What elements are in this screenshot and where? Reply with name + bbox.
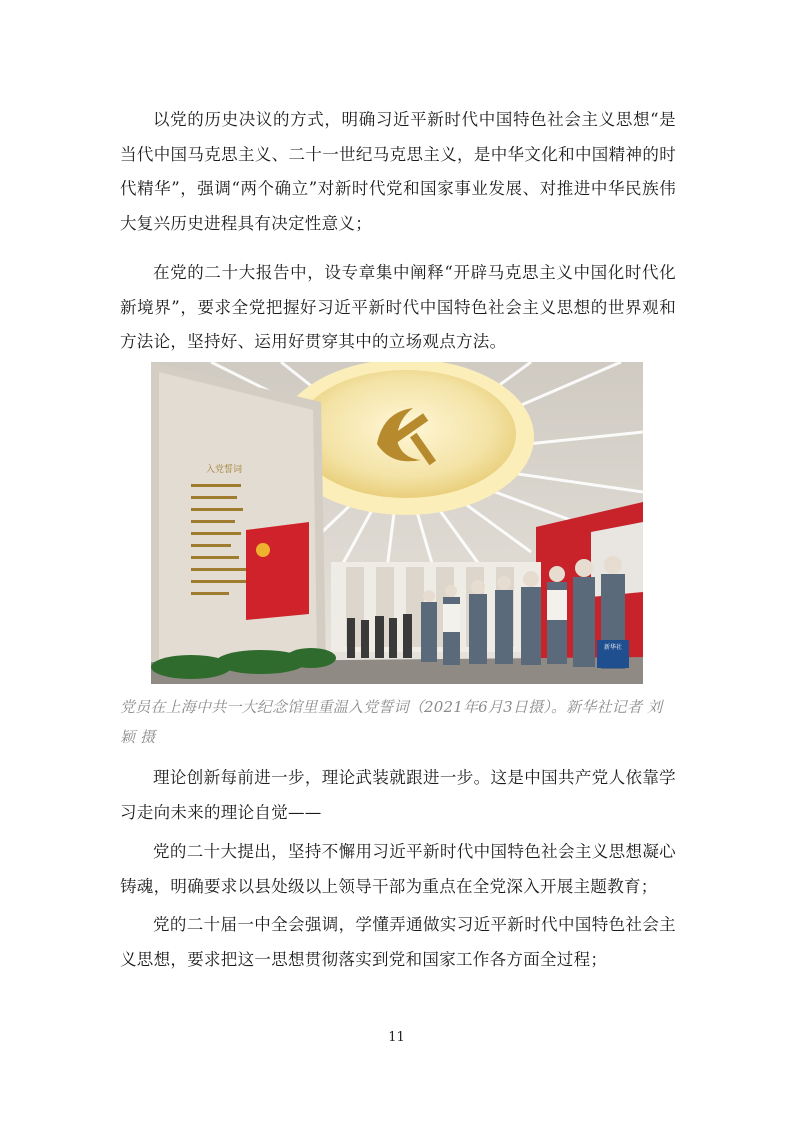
page-number: 11 (388, 1030, 405, 1045)
paragraph: 以党的历史决议的方式，明确习近平新时代中国特色社会主义思想“是当代中国马克思主义、二十一世纪马克思主义，是中华文化和中国精神的时代精华”，强调“两个确立”对新时代党和国家事业发展、对推进中华民族伟大复兴历史进程具有决定性意义； (120, 110, 676, 233)
watermark-logo: 新华社 (597, 640, 629, 668)
paragraph: 党的二十届一中全会强调，学懂弄通做实习近平新时代中国特色社会主义思想，要求把这一思想贯彻落实到党和国家工作各方面全过程； (120, 915, 676, 969)
news-photo (151, 362, 643, 684)
photo-illustration (151, 362, 643, 684)
photo-caption: 党员在上海中共一大纪念馆里重温入党誓词（2021年6月3日摄）。新华社记者 刘颖 摄 (120, 698, 663, 746)
paragraph: 党的二十大提出，坚持不懈用习近平新时代中国特色社会主义思想凝心铸魂，明确要求以县处级以上领导干部为重点在全党深入开展主题教育； (120, 842, 676, 896)
oath-heading: 入党誓词 (206, 465, 243, 475)
paragraph: 在党的二十大报告中，设专章集中阐释“开辟马克思主义中国化时代化新境界”，要求全党把握好习近平新时代中国特色社会主义思想的世界观和方法论，坚持好、运用好贯穿其中的立场观点方法。 (120, 263, 676, 351)
paragraph: 理论创新每前进一步，理论武装就跟进一步。这是中国共产党人依靠学习走向未来的理论自觉—— (120, 768, 676, 822)
